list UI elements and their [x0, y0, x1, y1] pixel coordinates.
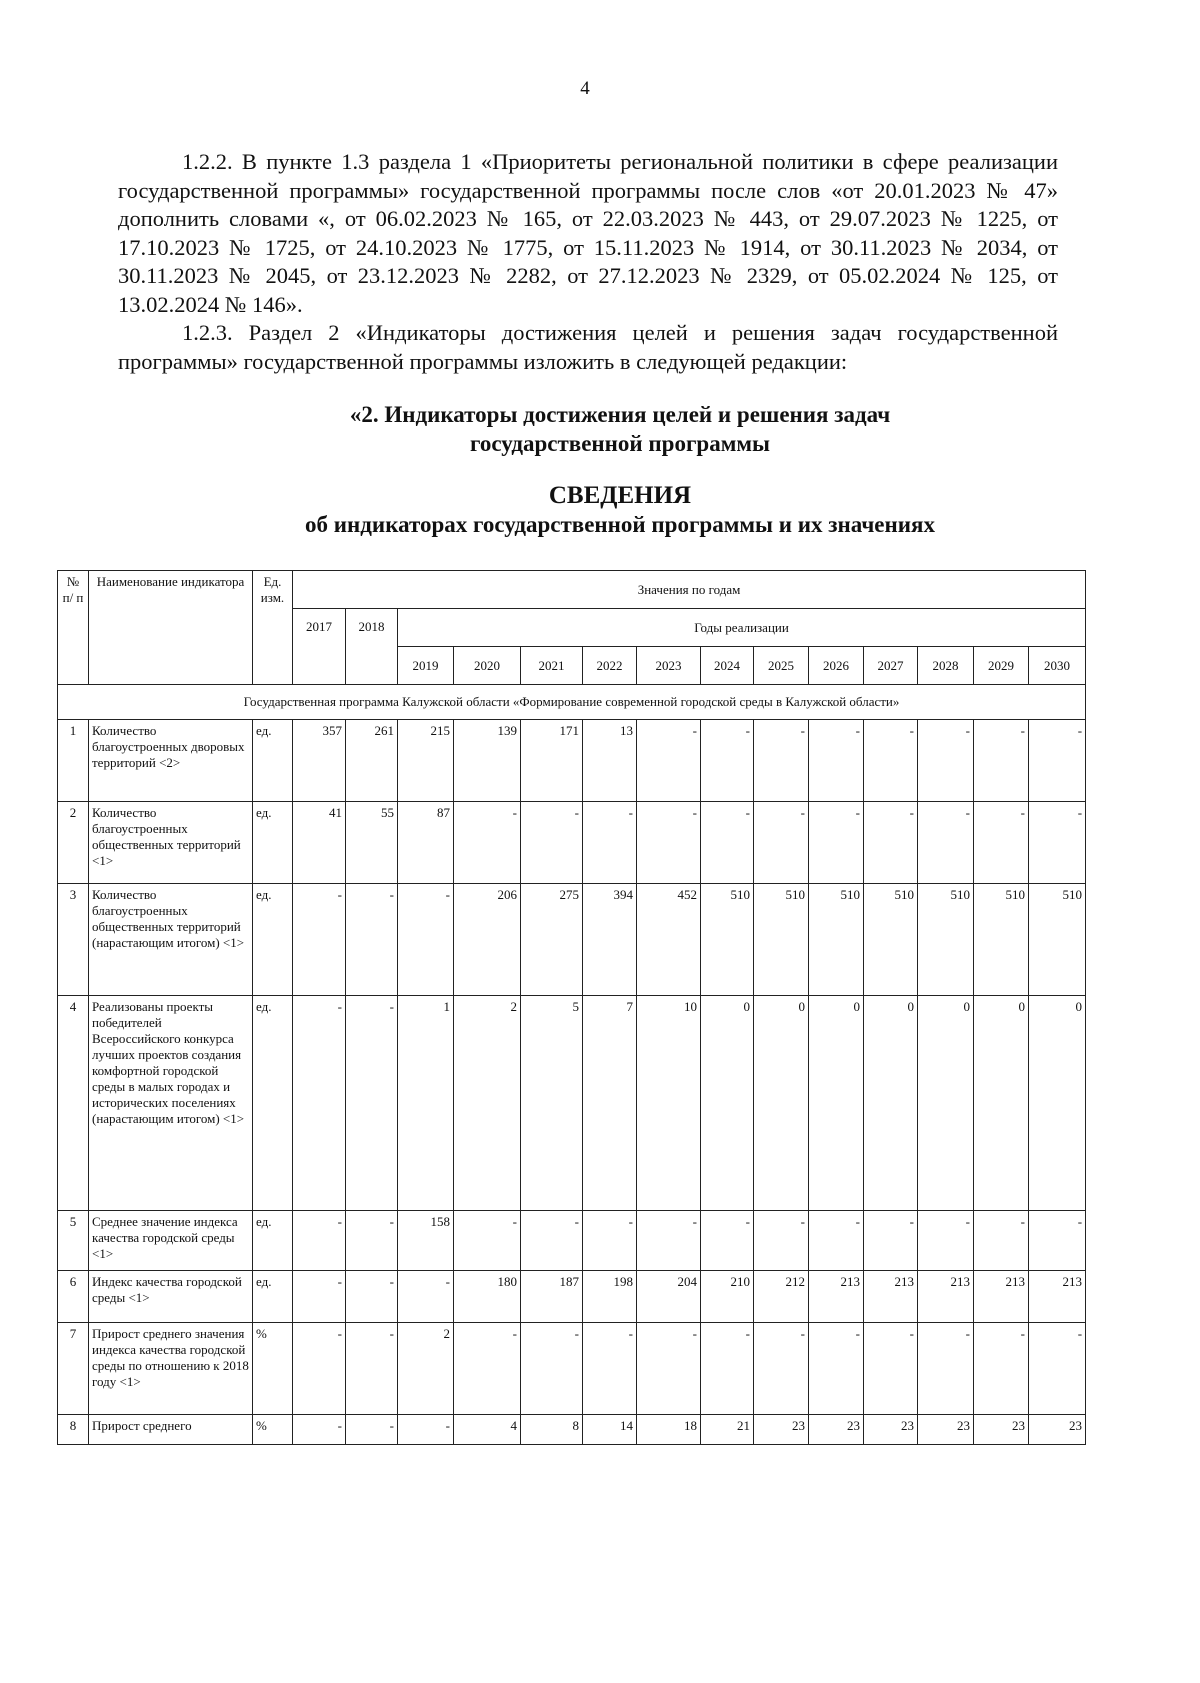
- value-cell: 14: [583, 1415, 637, 1445]
- value-cell: -: [809, 802, 864, 884]
- header-implementation-years: Годы реализации: [398, 609, 1086, 647]
- value-cell: -: [521, 1211, 583, 1271]
- value-cell: -: [864, 1323, 918, 1415]
- header-year: 2030: [1029, 647, 1086, 685]
- value-cell: 23: [1029, 1415, 1086, 1445]
- value-cell: 18: [637, 1415, 701, 1445]
- value-cell: -: [754, 720, 809, 802]
- value-cell: -: [974, 802, 1029, 884]
- value-cell: 275: [521, 884, 583, 996]
- value-cell: -: [293, 1323, 346, 1415]
- value-cell: 510: [701, 884, 754, 996]
- indicator-name: Реализованы проекты победителей Всероссийского конкурса лучших проектов создания комфортной городской среды в малых городах и исторических поселениях (нарастающим итогом) <1>: [89, 996, 253, 1211]
- value-cell: 8: [521, 1415, 583, 1445]
- value-cell: -: [293, 1211, 346, 1271]
- value-cell: 452: [637, 884, 701, 996]
- value-cell: -: [293, 884, 346, 996]
- unit: ед.: [253, 1271, 293, 1323]
- value-cell: -: [521, 802, 583, 884]
- row-number: 6: [58, 1271, 89, 1323]
- value-cell: 0: [918, 996, 974, 1211]
- value-cell: 357: [293, 720, 346, 802]
- value-cell: 0: [974, 996, 1029, 1211]
- value-cell: -: [346, 1211, 398, 1271]
- paragraph-1-2-3: [118, 319, 1058, 376]
- value-cell: 4: [454, 1415, 521, 1445]
- value-cell: -: [701, 1211, 754, 1271]
- value-cell: -: [809, 1323, 864, 1415]
- value-cell: -: [918, 720, 974, 802]
- unit: ед.: [253, 720, 293, 802]
- value-cell: 510: [918, 884, 974, 996]
- value-cell: 23: [974, 1415, 1029, 1445]
- header-year: 2029: [974, 647, 1029, 685]
- value-cell: -: [583, 1323, 637, 1415]
- value-cell: 0: [809, 996, 864, 1211]
- value-cell: 213: [918, 1271, 974, 1323]
- value-cell: -: [809, 720, 864, 802]
- value-cell: -: [346, 884, 398, 996]
- section-title: [0, 400, 1200, 458]
- value-cell: -: [1029, 720, 1086, 802]
- header-year: 2022: [583, 647, 637, 685]
- value-cell: -: [398, 1415, 454, 1445]
- header-name: Наименование индикатора: [89, 571, 253, 685]
- value-cell: 21: [701, 1415, 754, 1445]
- value-cell: -: [454, 1211, 521, 1271]
- program-row: Государственная программа Калужской области «Формирование современной городской среды в Калужской области»: [58, 685, 1086, 720]
- value-cell: 0: [701, 996, 754, 1211]
- row-number: 1: [58, 720, 89, 802]
- value-cell: 213: [1029, 1271, 1086, 1323]
- value-cell: 7: [583, 996, 637, 1211]
- value-cell: 23: [864, 1415, 918, 1445]
- section-title-line: «2. Индикаторы достижения целей и решения задач: [349, 402, 891, 427]
- table-row: [58, 1271, 1086, 1323]
- header-year: 2027: [864, 647, 918, 685]
- value-cell: -: [701, 1323, 754, 1415]
- header-year: 2025: [754, 647, 809, 685]
- value-cell: 87: [398, 802, 454, 884]
- page-number: 4: [580, 78, 590, 99]
- row-number: 8: [58, 1415, 89, 1445]
- indicator-name: Количество благоустроенных общественных территорий (нарастающим итогом) <1>: [89, 884, 253, 996]
- header-values-by-year: Значения по годам: [293, 571, 1086, 609]
- table-row: [58, 884, 1086, 996]
- value-cell: 2: [454, 996, 521, 1211]
- header-year: 2018: [346, 609, 398, 685]
- value-cell: -: [754, 1323, 809, 1415]
- value-cell: 510: [754, 884, 809, 996]
- row-number: 4: [58, 996, 89, 1211]
- value-cell: -: [398, 1271, 454, 1323]
- value-cell: 1: [398, 996, 454, 1211]
- value-cell: 0: [864, 996, 918, 1211]
- value-cell: -: [637, 720, 701, 802]
- value-cell: -: [293, 1271, 346, 1323]
- value-cell: -: [1029, 1323, 1086, 1415]
- value-cell: -: [1029, 1211, 1086, 1271]
- value-cell: 215: [398, 720, 454, 802]
- unit: %: [253, 1323, 293, 1415]
- indicator-name: Прирост среднего: [89, 1415, 253, 1445]
- header-unit: Ед. изм.: [253, 571, 293, 685]
- value-cell: -: [701, 802, 754, 884]
- value-cell: 2: [398, 1323, 454, 1415]
- indicator-name: Количество благоустроенных дворовых территорий <2>: [89, 720, 253, 802]
- unit: %: [253, 1415, 293, 1445]
- value-cell: -: [346, 996, 398, 1211]
- unit: ед.: [253, 996, 293, 1211]
- value-cell: 510: [974, 884, 1029, 996]
- value-cell: 171: [521, 720, 583, 802]
- value-cell: 0: [754, 996, 809, 1211]
- paragraph-text: 1.2.3. Раздел 2 «Индикаторы достижения целей и решения задач государственной программы» государственной программы изложить в следующей редакции:: [118, 320, 1058, 374]
- value-cell: 139: [454, 720, 521, 802]
- value-cell: -: [918, 802, 974, 884]
- value-cell: 204: [637, 1271, 701, 1323]
- value-cell: 213: [864, 1271, 918, 1323]
- value-cell: -: [974, 1211, 1029, 1271]
- value-cell: -: [754, 802, 809, 884]
- table-subtitle: об индикаторах государственной программы и их значениях: [305, 512, 935, 537]
- unit: ед.: [253, 884, 293, 996]
- value-cell: -: [583, 1211, 637, 1271]
- value-cell: 261: [346, 720, 398, 802]
- table-row: [58, 1323, 1086, 1415]
- value-cell: 180: [454, 1271, 521, 1323]
- row-number: 7: [58, 1323, 89, 1415]
- value-cell: 23: [809, 1415, 864, 1445]
- indicator-name: Среднее значение индекса качества городской среды <1>: [89, 1211, 253, 1271]
- value-cell: 55: [346, 802, 398, 884]
- header-year: 2020: [454, 647, 521, 685]
- value-cell: -: [918, 1323, 974, 1415]
- value-cell: -: [1029, 802, 1086, 884]
- value-cell: -: [701, 720, 754, 802]
- value-cell: -: [293, 996, 346, 1211]
- value-cell: -: [398, 884, 454, 996]
- table-row: [58, 720, 1086, 802]
- indicator-name: Количество благоустроенных общественных территорий <1>: [89, 802, 253, 884]
- value-cell: 213: [809, 1271, 864, 1323]
- value-cell: -: [346, 1415, 398, 1445]
- header-num: № п/ п: [58, 571, 89, 685]
- paragraph-1-2-2: [118, 148, 1058, 319]
- header-year: 2026: [809, 647, 864, 685]
- value-cell: -: [918, 1211, 974, 1271]
- value-cell: -: [637, 802, 701, 884]
- value-cell: -: [754, 1211, 809, 1271]
- indicator-name: Индекс качества городской среды <1>: [89, 1271, 253, 1323]
- unit: ед.: [253, 1211, 293, 1271]
- value-cell: -: [974, 1323, 1029, 1415]
- value-cell: -: [637, 1211, 701, 1271]
- value-cell: 41: [293, 802, 346, 884]
- value-cell: -: [454, 802, 521, 884]
- value-cell: 0: [1029, 996, 1086, 1211]
- value-cell: -: [583, 802, 637, 884]
- value-cell: 23: [918, 1415, 974, 1445]
- value-cell: -: [521, 1323, 583, 1415]
- header-year: 2019: [398, 647, 454, 685]
- table-row: [58, 996, 1086, 1211]
- value-cell: 13: [583, 720, 637, 802]
- row-number: 3: [58, 884, 89, 996]
- value-cell: 5: [521, 996, 583, 1211]
- indicator-name: Прирост среднего значения индекса качества городской среды по отношению к 2018 году <1>: [89, 1323, 253, 1415]
- value-cell: -: [864, 720, 918, 802]
- value-cell: 510: [1029, 884, 1086, 996]
- header-year: 2017: [293, 609, 346, 685]
- value-cell: 187: [521, 1271, 583, 1323]
- table-title: СВЕДЕНИЯ: [548, 482, 692, 509]
- value-cell: 212: [754, 1271, 809, 1323]
- header-year: 2023: [637, 647, 701, 685]
- table-row: [58, 802, 1086, 884]
- value-cell: -: [974, 720, 1029, 802]
- value-cell: 210: [701, 1271, 754, 1323]
- value-cell: -: [346, 1323, 398, 1415]
- value-cell: -: [454, 1323, 521, 1415]
- table-row: [58, 1211, 1086, 1271]
- value-cell: -: [864, 1211, 918, 1271]
- value-cell: -: [346, 1271, 398, 1323]
- header-year: 2021: [521, 647, 583, 685]
- row-number: 5: [58, 1211, 89, 1271]
- row-number: 2: [58, 802, 89, 884]
- indicators-table: [57, 570, 1086, 1445]
- value-cell: -: [293, 1415, 346, 1445]
- value-cell: 10: [637, 996, 701, 1211]
- value-cell: 206: [454, 884, 521, 996]
- table-row: [58, 1415, 1086, 1445]
- paragraph-text: 1.2.2. В пункте 1.3 раздела 1 «Приоритеты региональной политики в сфере реализации государственной программы» государственной программы после слов «от 20.01.2023 № 47» дополнить словами «, от 06.02.2023 № 165, от 22.03.2023 № 443, от 29.07.2023 № 1225, от 17.10.2023 № 1725, от 24.10.2023 № 1775, от 15.11.2023 № 1914, от 30.11.2023 № 2034, от 30.11.2023 № 2045, от 23.12.2023 № 2282, от 27.12.2023 № 2329, от 05.02.2024 № 125, от 13.02.2024 № 146».: [118, 149, 1058, 317]
- value-cell: 23: [754, 1415, 809, 1445]
- header-year: 2028: [918, 647, 974, 685]
- value-cell: -: [864, 802, 918, 884]
- value-cell: 158: [398, 1211, 454, 1271]
- value-cell: -: [637, 1323, 701, 1415]
- value-cell: 510: [809, 884, 864, 996]
- value-cell: -: [809, 1211, 864, 1271]
- value-cell: 213: [974, 1271, 1029, 1323]
- header-year: 2024: [701, 647, 754, 685]
- section-title-line: государственной программы: [470, 431, 770, 456]
- value-cell: 394: [583, 884, 637, 996]
- value-cell: 510: [864, 884, 918, 996]
- unit: ед.: [253, 802, 293, 884]
- value-cell: 198: [583, 1271, 637, 1323]
